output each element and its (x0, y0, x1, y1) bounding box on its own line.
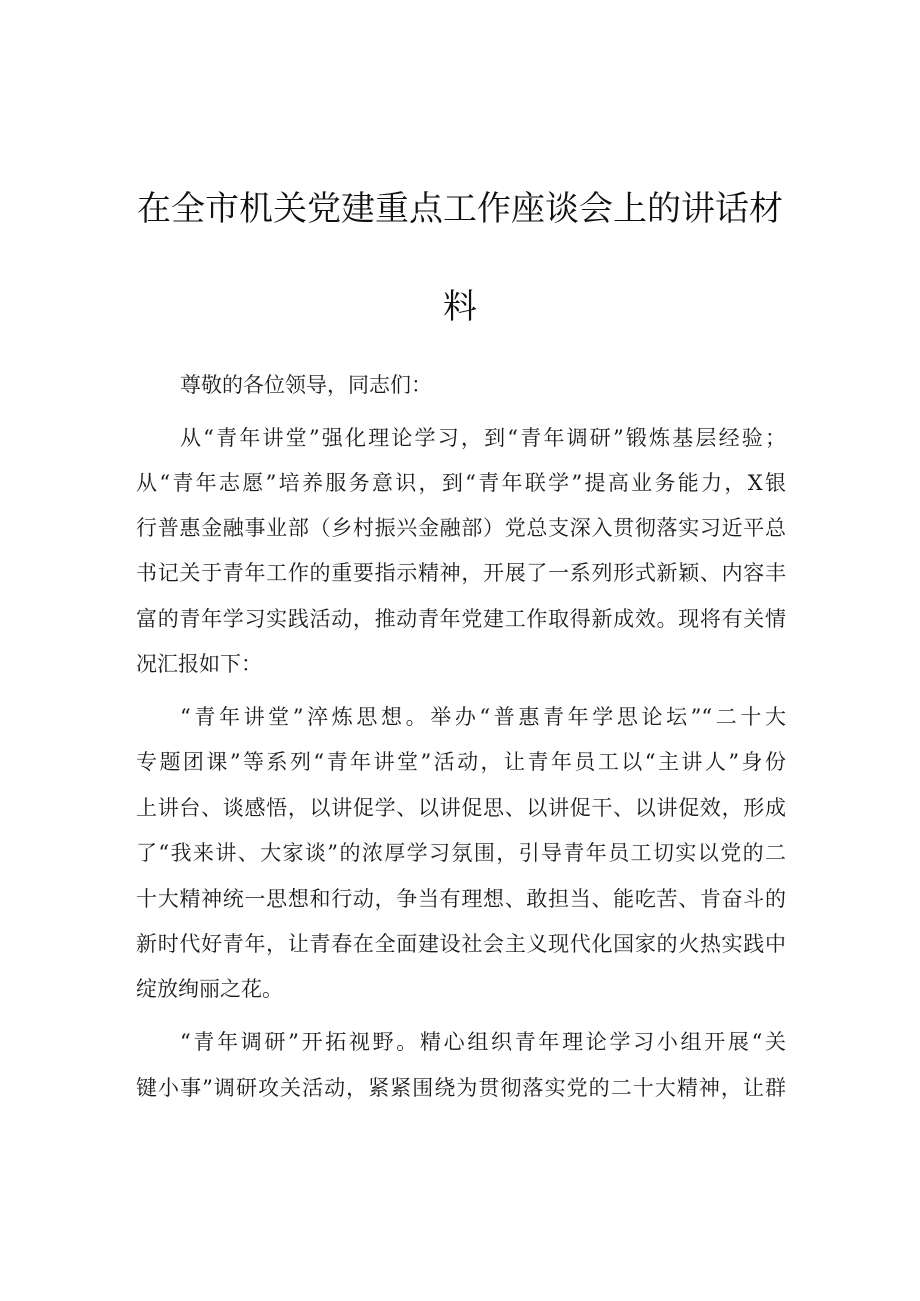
paragraph-2-line-2: 专题团课”等系列“青年讲堂”活动，让青年员工以“主讲人”身份 (136, 750, 786, 774)
paragraph-2-line-5: 十大精神统一思想和行动，争当有理想、敢担当、能吃苦、肯奋斗的 (136, 887, 786, 911)
salutation: 尊敬的各位领导，同志们： (180, 373, 432, 397)
paragraph-1-line-4: 书记关于青年工作的重要指示精神，开展了一系列形式新颖、内容丰 (136, 561, 786, 585)
paragraph-2-line-3: 上讲台、谈感悟，以讲促学、以讲促思、以讲促干、以讲促效，形成 (136, 796, 786, 820)
document-title-line-2: 料 (443, 287, 477, 327)
paragraph-2-line-7: 绽放绚丽之花。 (136, 977, 283, 1001)
paragraph-2-line-6: 新时代好青年，让青春在全面建设社会主义现代化国家的火热实践中 (136, 932, 786, 956)
paragraph-1-line-1: 从“青年讲堂”强化理论学习，到“青年调研”锻炼基层经验； (180, 426, 786, 450)
paragraph-2-line-4: 了“我来讲、大家谈”的浓厚学习氛围，引导青年员工切实以党的二 (136, 841, 786, 865)
paragraph-3-line-1: “青年调研”开拓视野。精心组织青年理论学习小组开展“关 (180, 1030, 786, 1054)
paragraph-1-line-5: 富的青年学习实践活动，推动青年党建工作取得新成效。现将有关情 (136, 607, 786, 631)
paragraph-1-line-3: 行普惠金融事业部（乡村振兴金融部）党总支深入贯彻落实习近平总 (136, 516, 786, 540)
paragraph-1-line-2: 从“青年志愿”培养服务意识，到“青年联学”提高业务能力，X银 (136, 471, 786, 495)
paragraph-3-line-2: 键小事”调研攻关活动，紧紧围绕为贯彻落实党的二十大精神，让群 (136, 1076, 786, 1100)
document-title-line-1: 在全市机关党建重点工作座谈会上的讲话材 (137, 189, 783, 229)
paragraph-2-line-1: “青年讲堂”淬炼思想。举办“普惠青年学思论坛”“二十大 (180, 705, 786, 729)
paragraph-1-line-6: 况汇报如下： (136, 652, 262, 676)
